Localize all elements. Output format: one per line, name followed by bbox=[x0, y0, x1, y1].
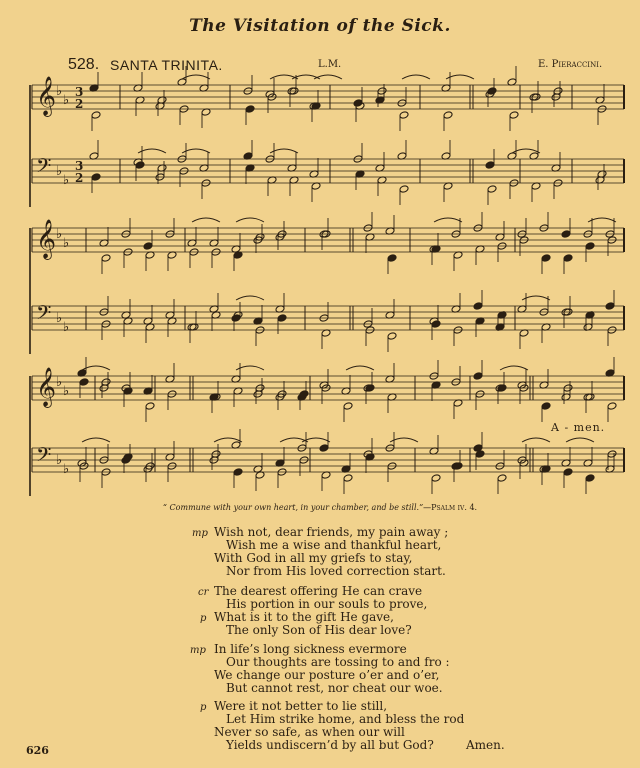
meter: L.M. bbox=[318, 59, 342, 70]
notehead bbox=[135, 161, 145, 169]
treble-clef-icon: 𝄞 bbox=[36, 367, 57, 407]
slur bbox=[192, 218, 220, 222]
dynamic-mark: cr bbox=[198, 587, 209, 598]
staff bbox=[32, 290, 624, 352]
quote-text: “ Commune with your own heart, in your chamber, and be still.”— bbox=[162, 503, 432, 512]
notehead bbox=[607, 402, 617, 410]
notehead bbox=[541, 402, 551, 410]
notehead bbox=[561, 230, 571, 238]
slur bbox=[346, 366, 374, 370]
verse-line: Wish not, dear friends, my pain away ; bbox=[214, 525, 449, 539]
treble-clef-icon: 𝄞 bbox=[36, 219, 57, 259]
notehead bbox=[487, 185, 497, 193]
verse-line: Never so safe, as when our will bbox=[214, 725, 405, 739]
slur bbox=[500, 366, 528, 370]
notehead bbox=[299, 390, 309, 398]
notehead bbox=[277, 314, 287, 322]
notehead bbox=[145, 402, 155, 410]
flat-icon: ♭ bbox=[56, 453, 63, 468]
flat-icon: ♭ bbox=[56, 375, 63, 390]
flat-icon: ♭ bbox=[56, 311, 63, 326]
slur bbox=[236, 218, 264, 222]
notehead bbox=[91, 111, 101, 119]
dynamic-mark: p bbox=[200, 613, 207, 624]
flat-icon: ♭ bbox=[63, 236, 70, 251]
flat-icon: ♭ bbox=[63, 173, 70, 188]
staff bbox=[32, 357, 624, 422]
time-signature: 3 bbox=[75, 159, 84, 173]
bass-clef-icon: 𝄢 bbox=[36, 301, 52, 329]
page-number: 626 bbox=[26, 744, 49, 757]
quote-reference: Psalm iv. 4. bbox=[431, 503, 478, 512]
verse-line: Were it not better to lie still, bbox=[214, 699, 388, 713]
notehead bbox=[509, 111, 519, 119]
notehead bbox=[343, 402, 353, 410]
staff bbox=[32, 429, 624, 494]
slur bbox=[236, 296, 264, 300]
time-signature: 3 bbox=[75, 85, 84, 99]
verse-line: We change our posture o’er and o’er, bbox=[214, 668, 440, 682]
slur bbox=[434, 218, 462, 222]
flat-icon: ♭ bbox=[56, 84, 63, 99]
notehead bbox=[431, 320, 441, 328]
slur bbox=[402, 75, 430, 79]
notehead bbox=[399, 111, 409, 119]
verse-line: With God in all my griefs to stay, bbox=[214, 551, 413, 565]
notehead bbox=[563, 468, 573, 476]
notehead bbox=[473, 302, 483, 310]
notehead bbox=[387, 254, 397, 262]
flat-icon: ♭ bbox=[56, 227, 63, 242]
dynamic-mark: p bbox=[200, 702, 207, 713]
notehead bbox=[399, 185, 409, 193]
notehead bbox=[473, 372, 483, 380]
notehead bbox=[319, 444, 329, 452]
svg-text:2: 2 bbox=[75, 97, 84, 111]
notehead bbox=[387, 332, 397, 340]
notehead bbox=[101, 254, 111, 262]
verse-line: The dearest offering He can crave bbox=[214, 584, 423, 598]
slur bbox=[566, 438, 594, 442]
notehead bbox=[233, 468, 243, 476]
notehead bbox=[585, 474, 595, 482]
notehead bbox=[245, 105, 255, 113]
notehead bbox=[143, 242, 153, 250]
verse-line: Let Him strike home, and bless the rod bbox=[226, 712, 465, 726]
notehead bbox=[343, 474, 353, 482]
notehead bbox=[563, 254, 573, 262]
flat-icon: ♭ bbox=[63, 93, 70, 108]
bass-clef-icon: 𝄢 bbox=[36, 443, 52, 471]
verse-line: What is it to the gift He gave, bbox=[214, 610, 394, 624]
amen-text: Amen. bbox=[466, 738, 505, 752]
staff bbox=[32, 140, 624, 205]
verse-line: Wish me a wise and thankful heart, bbox=[226, 538, 442, 552]
notehead bbox=[485, 161, 495, 169]
page-title: The Visitation of the Sick. bbox=[189, 16, 451, 36]
flat-icon: ♭ bbox=[56, 164, 63, 179]
flat-icon: ♭ bbox=[63, 462, 70, 477]
flat-icon: ♭ bbox=[63, 384, 70, 399]
slur bbox=[82, 438, 110, 442]
slur bbox=[522, 438, 550, 442]
verse-line: His portion in our souls to prove, bbox=[226, 597, 428, 611]
tune-name: SANTA TRINITA. bbox=[110, 57, 223, 73]
verse-line: Nor from His loved correction start. bbox=[226, 564, 446, 578]
bass-clef-icon: 𝄢 bbox=[36, 154, 52, 182]
staff bbox=[32, 212, 624, 274]
notehead bbox=[487, 87, 497, 95]
verse-line: Our thoughts are tossing to and fro : bbox=[226, 655, 450, 669]
svg-text:2: 2 bbox=[75, 171, 84, 185]
verse-line: In life’s long sickness evermore bbox=[214, 642, 407, 656]
verse-line: The only Son of His dear love? bbox=[226, 623, 412, 637]
scripture-quote bbox=[0, 503, 640, 512]
dynamic-mark: mp bbox=[192, 528, 208, 539]
notehead bbox=[497, 474, 507, 482]
amen-lyric: A - men. bbox=[551, 421, 606, 434]
composer: E. Pieraccini. bbox=[538, 59, 603, 70]
notehead bbox=[431, 474, 441, 482]
notehead bbox=[541, 254, 551, 262]
notehead bbox=[443, 111, 453, 119]
dynamic-mark: mp bbox=[190, 645, 206, 656]
flat-icon: ♭ bbox=[63, 320, 70, 335]
notehead bbox=[585, 242, 595, 250]
treble-clef-icon: 𝄞 bbox=[36, 76, 57, 116]
verse-line: But cannot rest, nor cheat our woe. bbox=[226, 681, 443, 695]
hymn-number: 528. bbox=[68, 56, 100, 73]
staff bbox=[32, 66, 624, 131]
verse-line: Yields undiscern’d by all but God? bbox=[226, 738, 434, 752]
notehead bbox=[91, 173, 101, 181]
notehead bbox=[605, 302, 615, 310]
notehead bbox=[79, 378, 89, 386]
